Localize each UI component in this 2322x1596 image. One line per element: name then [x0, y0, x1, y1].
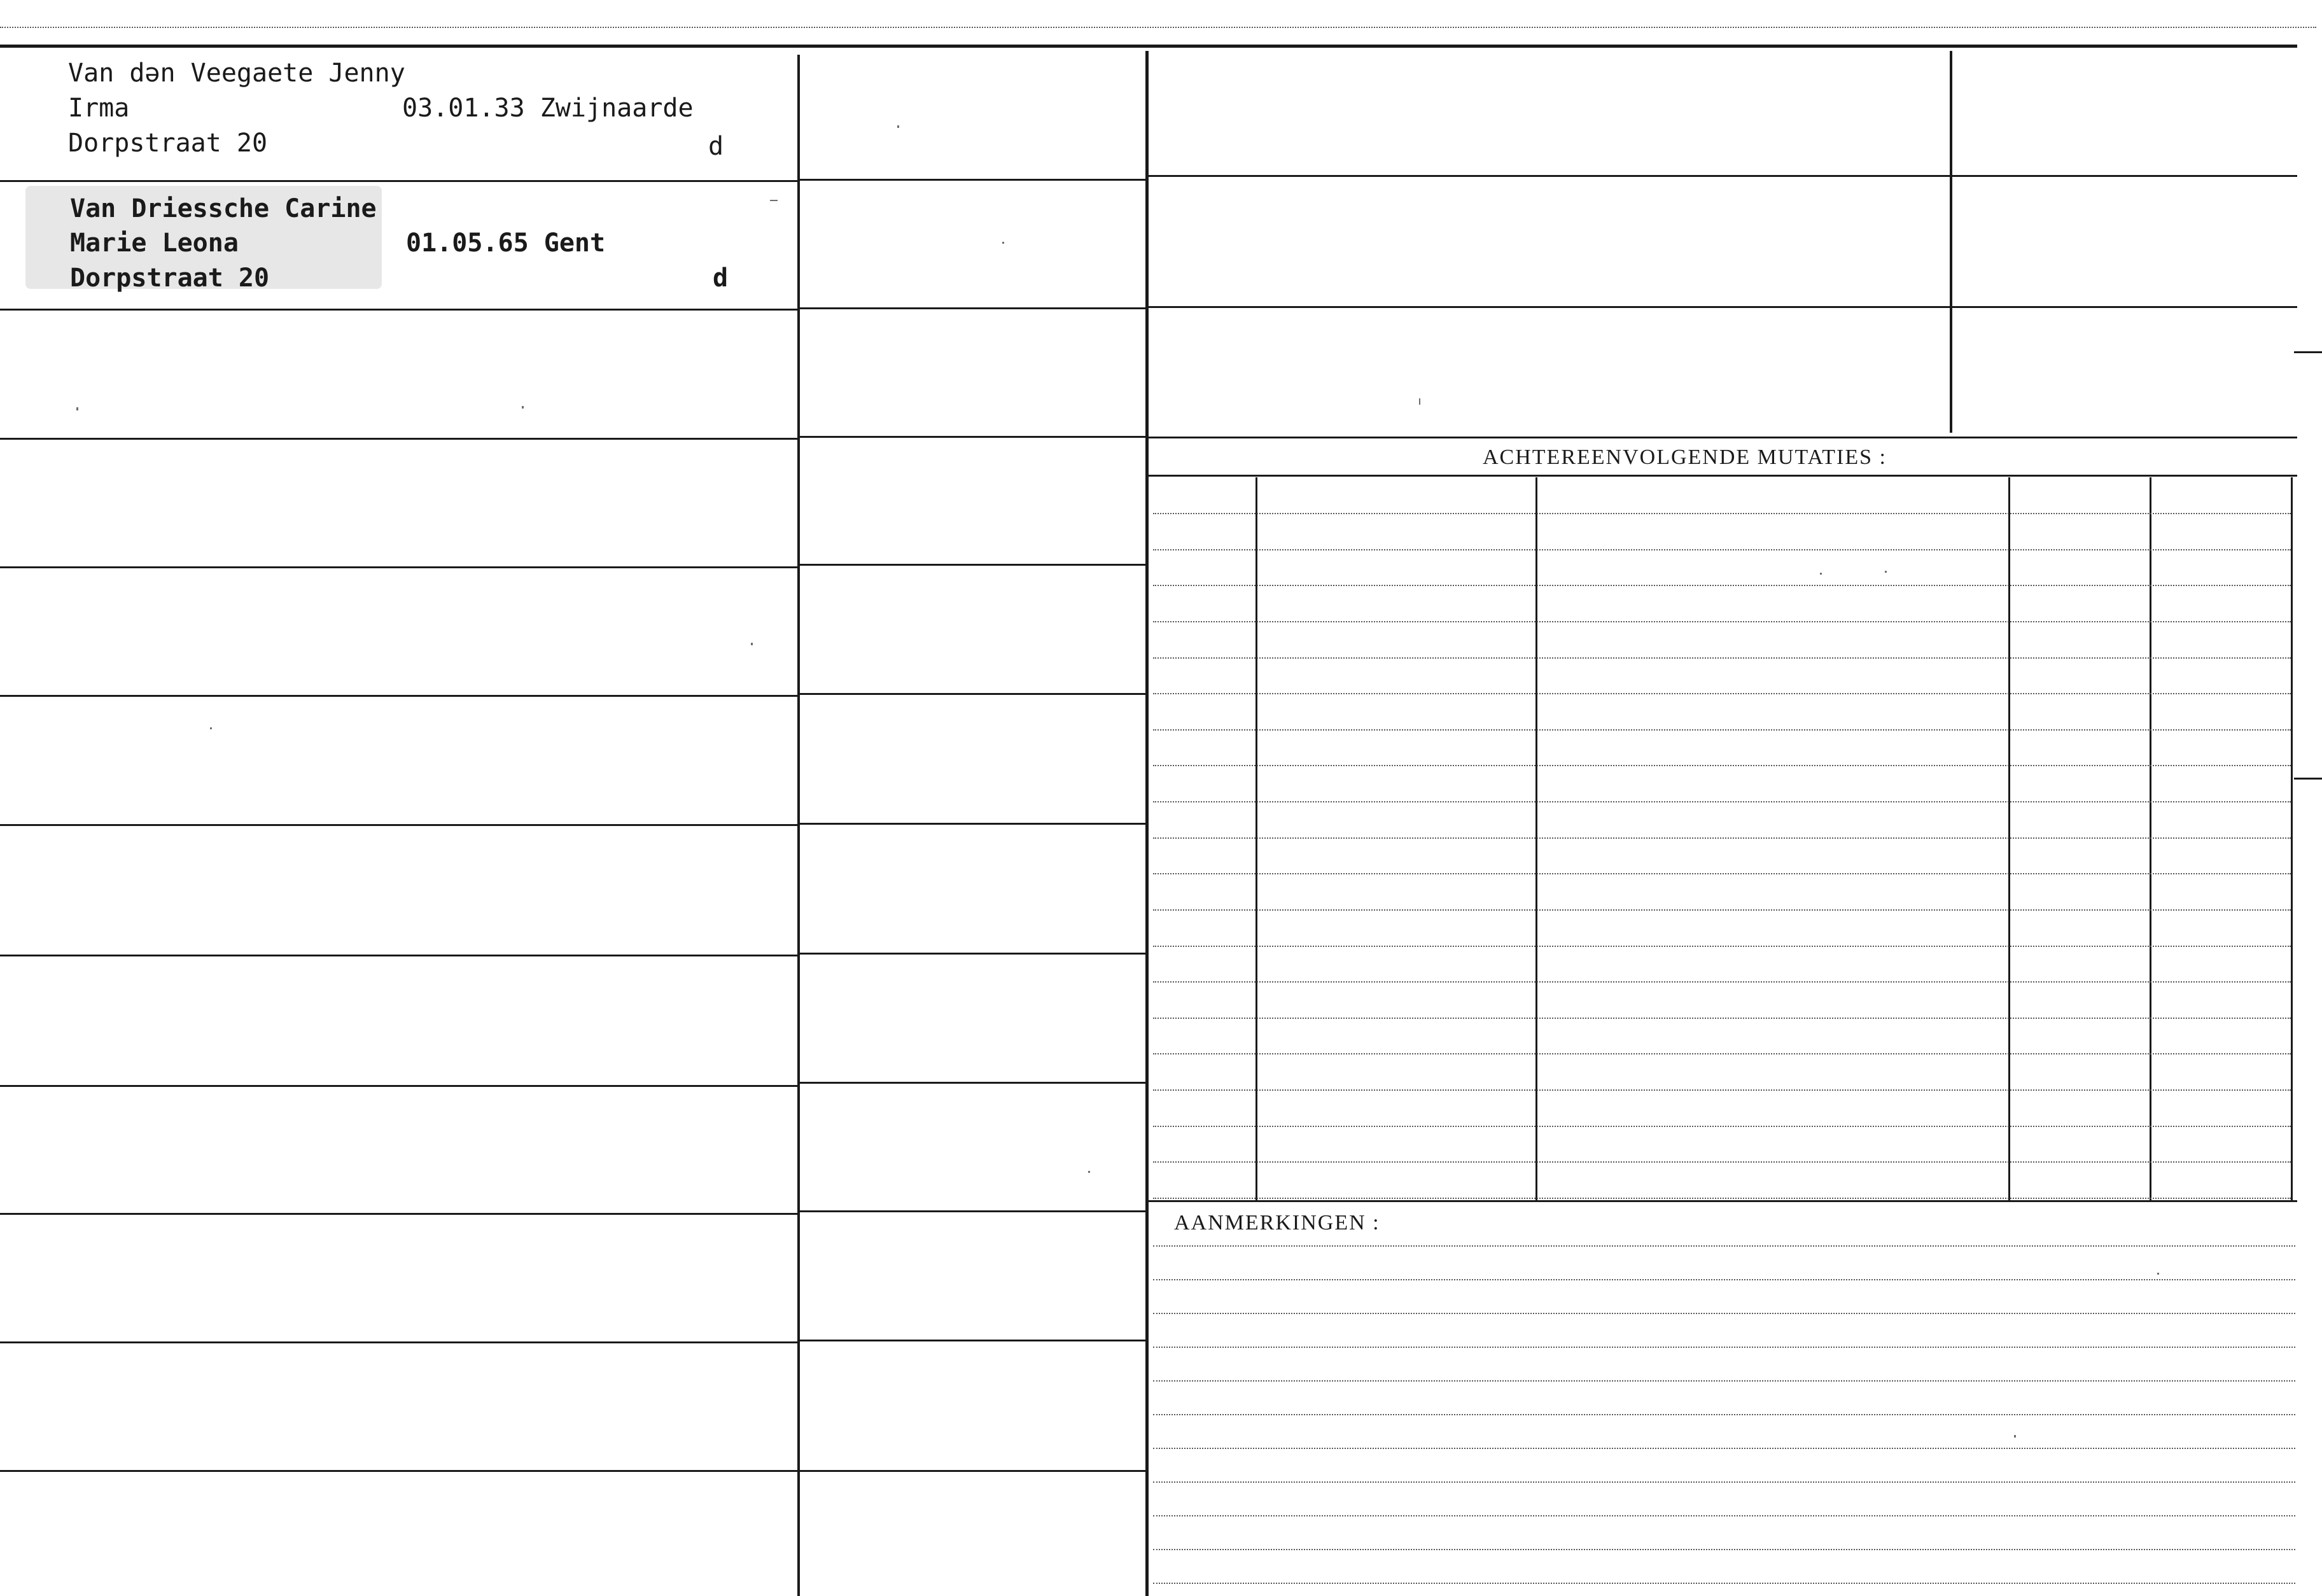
- row-rule-3: [0, 438, 797, 440]
- record-2-name: Van Driessche Carine: [70, 194, 377, 223]
- mid-rule-5: [800, 693, 1145, 695]
- mutations-col-divider-5: [2291, 477, 2293, 1200]
- record-2-given-names: Marie Leona: [70, 228, 239, 258]
- right-rule-2: [1149, 306, 2297, 308]
- row-rule-11: [0, 1470, 797, 1472]
- mid-rule-9: [800, 1210, 1145, 1212]
- record-1-name: Van dən Veegaete Jenny: [68, 59, 405, 88]
- margin-tick-1: [2294, 351, 2322, 353]
- mid-rule-1: [800, 179, 1145, 181]
- record-1-mark: d: [708, 132, 724, 161]
- mutations-ruled-line: [1153, 909, 2291, 911]
- remarks-ruled-line: [1153, 1481, 2295, 1483]
- row-rule-10: [0, 1341, 797, 1343]
- mutations-top-rule: [1149, 475, 2297, 477]
- mutations-ruled-line: [1153, 837, 2291, 839]
- mutations-ruled-line: [1153, 621, 2291, 622]
- mutations-ruled-line: [1153, 657, 2291, 659]
- mutations-heading: ACHTEREENVOLGENDE MUTATIES :: [1483, 445, 1887, 469]
- row-rule-1: [0, 180, 797, 182]
- remarks-heading: AANMERKINGEN :: [1174, 1211, 1380, 1235]
- mutations-ruled-line: [1153, 549, 2291, 550]
- mid-rule-3: [800, 436, 1145, 438]
- record-1-given-names: Irma: [68, 94, 130, 123]
- row-rule-2: [0, 309, 797, 311]
- remarks-ruled-line: [1153, 1380, 2295, 1382]
- mutations-bottom-rule: [1149, 1200, 2297, 1202]
- margin-tick-2: [2294, 778, 2322, 780]
- top-edge-dotted-line: [0, 27, 2316, 28]
- remarks-ruled-line: [1153, 1414, 2295, 1415]
- mid-rule-6: [800, 823, 1145, 825]
- mutations-ruled-line: [1153, 729, 2291, 731]
- remarks-ruled-line: [1153, 1448, 2295, 1449]
- mutations-ruled-line: [1153, 873, 2291, 874]
- mutations-ruled-line: [1153, 1018, 2291, 1019]
- right-column-divider: [1950, 51, 1952, 433]
- remarks-ruled-line: [1153, 1549, 2295, 1550]
- mid-rule-2: [800, 307, 1145, 309]
- row-rule-9: [0, 1213, 797, 1215]
- mutations-ruled-line: [1153, 513, 2291, 514]
- remarks-ruled-line: [1153, 1245, 2295, 1247]
- top-border-line: [0, 45, 2297, 48]
- mid-rule-11: [800, 1470, 1145, 1472]
- mutations-ruled-line: [1153, 1161, 2291, 1163]
- mutations-ruled-line: [1153, 1053, 2291, 1054]
- remarks-ruled-line: [1153, 1313, 2295, 1314]
- right-rule-3: [1149, 437, 2297, 438]
- row-rule-7: [0, 955, 797, 956]
- row-rule-6: [0, 824, 797, 826]
- mutations-ruled-line: [1153, 981, 2291, 983]
- row-rule-4: [0, 566, 797, 568]
- right-rule-1: [1149, 175, 2297, 177]
- middle-column-divider: [1145, 51, 1149, 1596]
- mutations-ruled-line: [1153, 801, 2291, 802]
- remarks-ruled-line: [1153, 1583, 2295, 1584]
- record-2-address: Dorpstraat 20: [70, 263, 270, 293]
- mid-rule-8: [800, 1082, 1145, 1084]
- mid-rule-10: [800, 1340, 1145, 1341]
- mutations-ruled-line: [1153, 1126, 2291, 1127]
- remarks-ruled-line: [1153, 1279, 2295, 1280]
- record-1-birth: 03.01.33 Zwijnaarde: [402, 94, 694, 123]
- mutations-ruled-line: [1153, 765, 2291, 766]
- left-column-divider: [797, 55, 800, 1596]
- record-1-address: Dorpstraat 20: [68, 129, 268, 158]
- mid-rule-4: [800, 564, 1145, 566]
- mutations-ruled-line: [1153, 693, 2291, 694]
- row-rule-5: [0, 695, 797, 697]
- record-2-birth: 01.05.65 Gent: [406, 228, 606, 258]
- mutations-ruled-line: [1153, 585, 2291, 586]
- remarks-ruled-line: [1153, 1515, 2295, 1516]
- mid-rule-7: [800, 953, 1145, 955]
- mutations-ruled-line: [1153, 1198, 2291, 1199]
- record-2-mark: d: [713, 263, 729, 293]
- row-rule-8: [0, 1085, 797, 1087]
- remarks-ruled-line: [1153, 1347, 2295, 1348]
- mutations-ruled-line: [1153, 1089, 2291, 1091]
- mutations-ruled-line: [1153, 946, 2291, 947]
